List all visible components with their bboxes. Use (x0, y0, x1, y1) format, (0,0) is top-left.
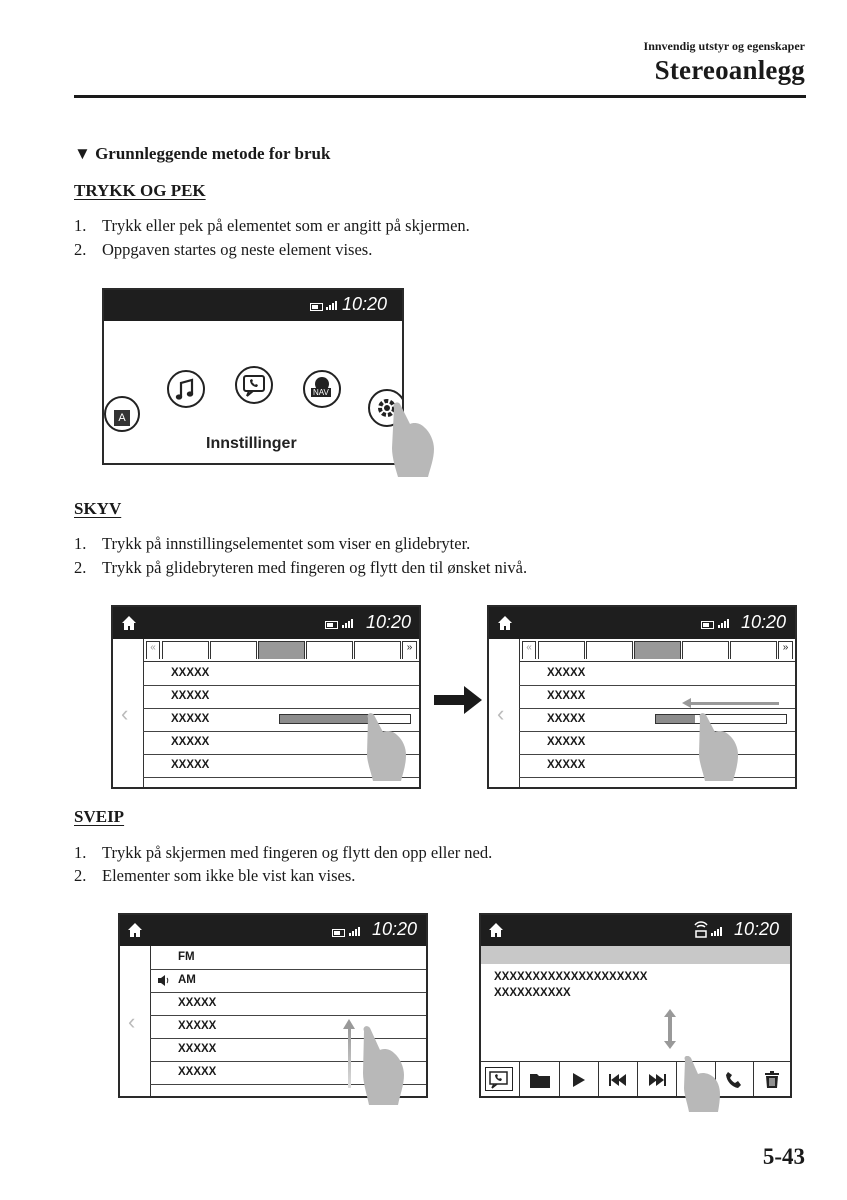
tab-2[interactable] (586, 641, 633, 659)
list-item[interactable]: XXXXX (143, 731, 419, 755)
tab-prev-icon[interactable]: « (146, 641, 160, 659)
finger-icon (680, 1056, 730, 1112)
signal-icon (349, 926, 363, 936)
finger-icon (694, 712, 744, 784)
list-item[interactable]: XXXXX (143, 662, 419, 686)
slide-step-1: 1. Trykk på innstillingselementet som viser en glidebryter. (74, 534, 471, 553)
page-title: Stereoanlegg (654, 55, 805, 85)
battery-icon (701, 621, 714, 629)
list-item[interactable]: XXXXX (143, 708, 419, 732)
status-bar (481, 915, 790, 946)
status-bar (489, 607, 795, 639)
home-icon[interactable] (127, 922, 143, 938)
tab-4[interactable] (682, 641, 729, 659)
tab-2[interactable] (210, 641, 257, 659)
clock: 10:20 (366, 612, 412, 632)
clock: 10:20 (741, 612, 787, 632)
list-item[interactable]: XXXXX (143, 754, 419, 778)
swipe-screen-message (479, 913, 792, 1098)
phone-msg-icon[interactable] (485, 1067, 513, 1091)
page-number: 5-43 (762, 1144, 805, 1169)
list-item[interactable]: XXXXX (150, 1015, 426, 1039)
list-item[interactable]: XXXXX (519, 685, 795, 709)
signal-icon (326, 300, 340, 310)
trash-icon[interactable] (765, 1071, 779, 1088)
apps-icon[interactable]: A (104, 396, 140, 432)
next-icon[interactable] (648, 1074, 666, 1086)
music-icon[interactable] (167, 370, 205, 408)
chevron-left-icon[interactable]: ‹ (497, 701, 505, 726)
list-item[interactable]: XXXXX (519, 662, 795, 686)
section-name: Innvendig utstyr og egenskaper (643, 39, 805, 53)
tab-5[interactable] (354, 641, 401, 659)
finger-icon (388, 400, 438, 482)
swipe-step-1: 1. Trykk på skjermen med fingeren og flytt den opp eller ned. (74, 843, 493, 862)
clock: 10:20 (342, 294, 388, 314)
battery-icon (325, 621, 338, 629)
touch-step-2: 2. Oppgaven startes og neste element vises. (74, 240, 373, 259)
tab-3[interactable] (258, 641, 305, 659)
drag-arrow (689, 702, 779, 705)
touch-screen (102, 288, 404, 465)
phone-icon[interactable] (235, 366, 273, 404)
message-line-1: XXXXXXXXXXXXXXXXXXXX (494, 971, 648, 983)
back-column[interactable] (113, 639, 144, 787)
touch-step-1: 1. Trykk eller pek på elementet som er angitt på skjermen. (74, 216, 470, 235)
settings-label: Innstillinger (206, 435, 297, 452)
slide-step-2: 2. Trykk på glidebryteren med fingeren og flytt den til ønsket nivå. (74, 558, 528, 577)
play-icon[interactable] (572, 1072, 586, 1088)
list-item[interactable]: XXXXX (150, 992, 426, 1016)
tab-next-icon[interactable]: » (402, 641, 417, 659)
list-item-am[interactable]: AM (150, 969, 426, 993)
arrow-left-icon (682, 698, 691, 708)
list-item[interactable]: XXXXX (519, 754, 795, 778)
tab-prev-icon[interactable]: « (522, 641, 536, 659)
swipe-arrow (348, 1028, 351, 1088)
tab-3[interactable] (634, 641, 681, 659)
clock: 10:20 (734, 919, 780, 939)
tab-bar (143, 639, 419, 662)
toolbar (481, 1061, 790, 1096)
list-item[interactable]: XXXXX (143, 685, 419, 709)
header-rule (74, 95, 806, 98)
battery-icon (332, 929, 345, 937)
status-bar (120, 915, 426, 946)
status-bar (113, 607, 419, 639)
swipe-step-2: 2. Elementer som ikke ble vist kan vises. (74, 866, 356, 885)
touch-title: TRYKK OG PEK (74, 181, 206, 200)
status-bar (104, 290, 402, 321)
arrow-right-icon (434, 686, 482, 714)
folder-icon[interactable] (530, 1072, 550, 1088)
chevron-left-icon[interactable]: ‹ (121, 701, 129, 726)
signal-icon (718, 618, 732, 628)
tab-1[interactable] (162, 641, 209, 659)
finger-icon (362, 712, 412, 784)
prev-icon[interactable] (609, 1074, 627, 1086)
battery-icon (310, 303, 323, 311)
title-bar (481, 946, 790, 964)
back-column[interactable] (120, 946, 151, 1096)
slide-title: SKYV (74, 499, 122, 518)
message-line-2: XXXXXXXXXX (494, 987, 571, 999)
signal-icon (711, 926, 725, 936)
list-item-fm[interactable]: FM (150, 946, 426, 970)
swipe-title: SVEIP (74, 807, 125, 826)
section-heading: ▼ Grunnleggende metode for bruk (74, 144, 331, 163)
speaker-icon (158, 975, 170, 986)
home-icon[interactable] (488, 922, 504, 938)
tab-5[interactable] (730, 641, 777, 659)
list-item[interactable]: XXXXX (150, 1038, 426, 1062)
tab-1[interactable] (538, 641, 585, 659)
arrow-up-down-icon (663, 1009, 677, 1049)
tab-next-icon[interactable]: » (778, 641, 793, 659)
back-column[interactable] (489, 639, 520, 787)
wifi-icon (694, 919, 708, 939)
chevron-left-icon[interactable]: ‹ (128, 1009, 136, 1034)
signal-icon (342, 618, 356, 628)
tab-4[interactable] (306, 641, 353, 659)
tab-bar (519, 639, 795, 662)
arrow-up-icon (343, 1019, 355, 1029)
nav-icon[interactable]: NAV (303, 370, 341, 408)
list-item[interactable]: XXXXX (519, 708, 795, 732)
list-item[interactable]: XXXXX (519, 731, 795, 755)
slide-screen-after (487, 605, 797, 789)
finger-icon (358, 1025, 410, 1109)
list-item[interactable]: XXXXX (150, 1061, 426, 1085)
home-icon[interactable] (497, 615, 513, 631)
home-icon[interactable] (121, 615, 137, 631)
clock: 10:20 (372, 919, 418, 939)
